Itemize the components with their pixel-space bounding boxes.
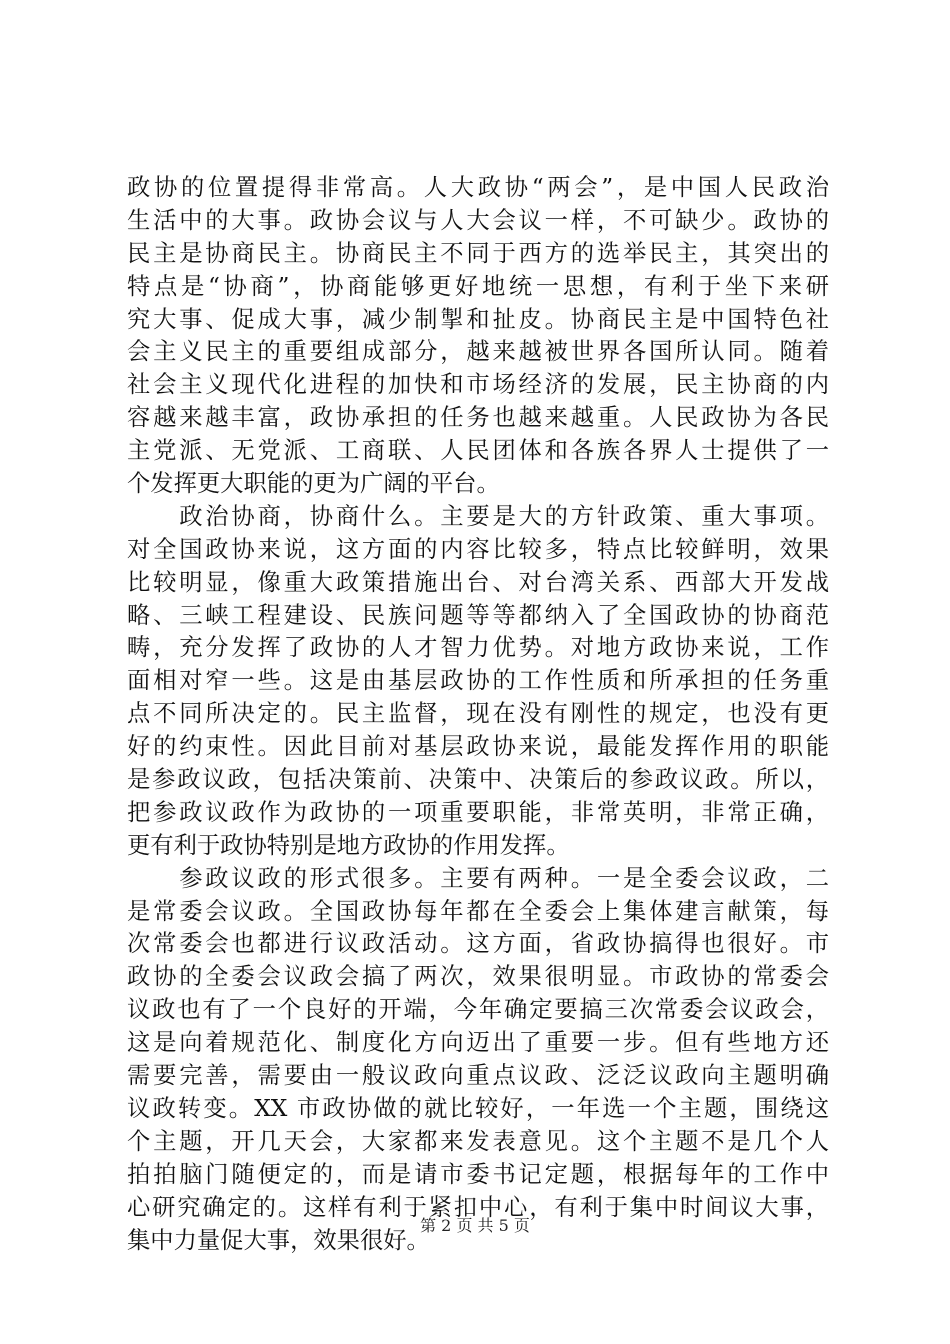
page-number-footer: 第 2 页 共 5 页 xyxy=(420,1216,530,1235)
paragraph-2 xyxy=(127,501,829,863)
text-line: 对全国政协来说，这方面的内容比较多，特点比较鲜明，效果 xyxy=(127,535,829,563)
text-line: 主党派、无党派、工商联、人民团体和各族各界人士提供了一 xyxy=(127,437,829,465)
text-line: 集中力量促大事，效果很好。 xyxy=(127,1226,430,1254)
text-line: 拍拍脑门随便定的，而是请市委书记定题，根据每年的工作中 xyxy=(127,1160,829,1188)
text-line: 点不同所决定的。民主监督，现在没有刚性的规定，也没有更 xyxy=(127,700,829,728)
text-line: 民主是协商民主。协商民主不同于西方的选举民主，其突出的 xyxy=(127,239,829,267)
text-line: 把参政议政作为政协的一项重要职能，非常英明，非常正确， xyxy=(127,798,829,826)
text-line: 会主义民主的重要组成部分，越来越被世界各国所认同。随着 xyxy=(127,338,829,366)
text-line: 究大事、促成大事，减少制掣和扯皮。协商民主是中国特色社 xyxy=(127,305,829,333)
text-line: 好的约束性。因此目前对基层政协来说，最能发挥作用的职能 xyxy=(127,733,829,761)
text-line: 个主题，开几天会，大家都来发表意见。这个主题不是几个人 xyxy=(127,1127,829,1155)
text-line: 政协的位置提得非常高。人大政协“两会”，是中国人民政治 xyxy=(127,174,829,201)
paragraph-1 xyxy=(127,172,829,501)
text-line: 特点是“协商”，协商能够更好地统一思想，有利于坐下来研 xyxy=(127,272,829,300)
text-line: 更有利于政协特别是地方政协的作用发挥。 xyxy=(127,831,570,859)
text-line: 议政也有了一个良好的开端，今年确定要搞三次常委会议政会， xyxy=(127,996,829,1024)
text-line: 生活中的大事。政协会议与人大会议一样，不可缺少。政协的 xyxy=(127,206,829,234)
text-line: 是参政议政，包括决策前、决策中、决策后的参政议政。所以， xyxy=(127,766,829,794)
document-body xyxy=(127,172,829,1257)
text-line: 政协的全委会议政会搞了两次，效果很明显。市政协的常委会 xyxy=(127,963,829,991)
text-line: 这是向着规范化、制度化方向迈出了重要一步。但有些地方还 xyxy=(127,1029,829,1057)
paragraph-3 xyxy=(127,863,829,1258)
text-line: 政治协商，协商什么。主要是大的方针政策、重大事项。 xyxy=(127,502,829,530)
text-line: 面相对窄一些。这是由基层政协的工作性质和所承担的任务重 xyxy=(127,667,829,695)
text-line: 比较明显，像重大政策措施出台、对台湾关系、西部大开发战 xyxy=(127,568,829,596)
text-line: 心研究确定的。这样有利于紧扣中心，有利于集中时间议大事， xyxy=(127,1193,829,1221)
text-line: 社会主义现代化进程的加快和市场经济的发展，民主协商的内 xyxy=(127,371,829,399)
text-line: 容越来越丰富，政协承担的任务也越来越重。人民政协为各民 xyxy=(127,404,829,432)
text-line: 是常委会议政。全国政协每年都在全委会上集体建言献策，每 xyxy=(127,897,829,925)
text-line: 议政转变。XX 市政协做的就比较好，一年选一个主题，围绕这 xyxy=(127,1094,829,1122)
text-line: 次常委会也都进行议政活动。这方面，省政协搞得也很好。市 xyxy=(127,930,829,958)
text-line: 参政议政的形式很多。主要有两种。一是全委会议政，二 xyxy=(127,864,829,892)
text-line: 略、三峡工程建设、民族问题等等都纳入了全国政协的协商范 xyxy=(127,601,829,629)
text-line: 个发挥更大职能的更为广阔的平台。 xyxy=(127,470,500,498)
text-line: 需要完善，需要由一般议政向重点议政、泛泛议政向主题明确 xyxy=(127,1062,829,1090)
text-line: 畴，充分发挥了政协的人才智力优势。对地方政协来说，工作 xyxy=(127,634,829,662)
